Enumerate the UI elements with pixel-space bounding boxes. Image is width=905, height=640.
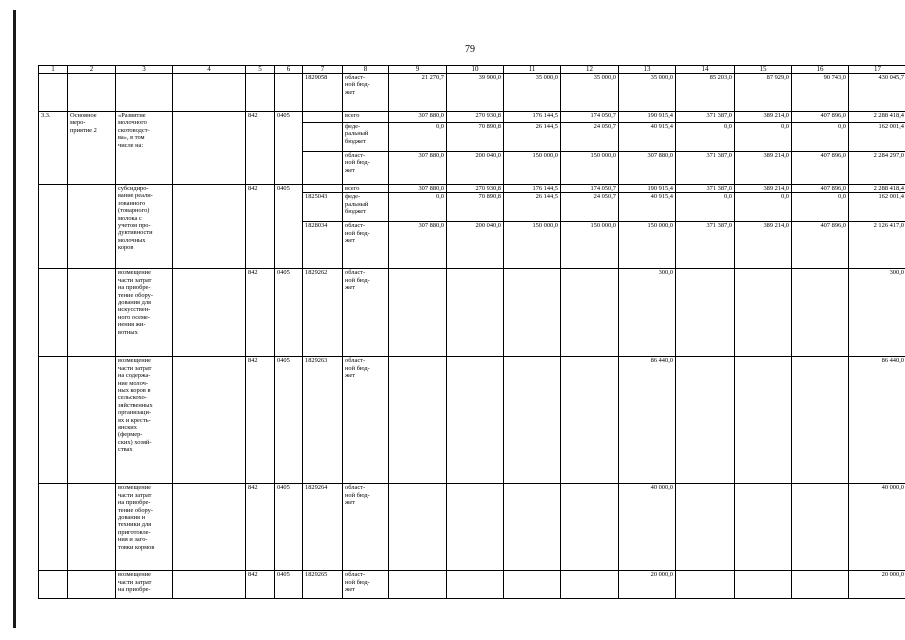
column-header: 14 <box>676 66 735 74</box>
description-cell: возмещение части затрат на содержа- ние молоч- ных коров в сельскохо- зяйственных организаци- ях и кресть- янских (фермер- ских) хозяй- ствах <box>116 357 173 484</box>
value-cell <box>389 269 447 357</box>
value-cell: 40 000,0 <box>849 484 905 571</box>
table-cell <box>39 74 68 112</box>
budget-code-cell: 1829058 <box>303 74 343 112</box>
value-cell: 150 000,0 <box>619 222 676 269</box>
value-cell: 24 050,7 <box>561 193 619 222</box>
table-cell <box>68 571 116 599</box>
value-cell: 389 214,0 <box>735 222 792 269</box>
value-cell: 26 144,5 <box>504 193 561 222</box>
budget-code-cell: 1828034 <box>303 222 343 269</box>
value-cell: 150 000,0 <box>504 152 561 185</box>
value-cell <box>792 357 849 484</box>
budget-code-cell <box>303 152 343 185</box>
table-cell <box>246 74 275 112</box>
budget-code-cell <box>303 112 343 123</box>
column-header: 7 <box>303 66 343 74</box>
value-cell: 200 040,0 <box>447 222 504 269</box>
value-cell <box>504 357 561 484</box>
value-cell: 40 915,4 <box>619 193 676 222</box>
rzpr-code-cell: 0405 <box>275 571 303 599</box>
rzpr-code-cell: 0405 <box>275 185 303 269</box>
table-cell <box>39 357 68 484</box>
table-cell <box>39 484 68 571</box>
value-cell: 300,0 <box>619 269 676 357</box>
value-cell: 35 000,0 <box>619 74 676 112</box>
description-cell: «Развитие молочного скотоводст- ва», в том числе на: <box>116 112 173 185</box>
value-cell: 0,0 <box>676 123 735 152</box>
value-cell: 0,0 <box>389 193 447 222</box>
table-cell <box>173 185 246 269</box>
grbs-code-cell: 842 <box>246 269 275 357</box>
funding-source-cell: област- ной бюд- жет <box>343 484 389 571</box>
value-cell <box>561 484 619 571</box>
funding-source-cell: област- ной бюд- жет <box>343 571 389 599</box>
value-cell: 0,0 <box>389 123 447 152</box>
value-cell: 407 896,0 <box>792 152 849 185</box>
budget-code-cell <box>303 123 343 152</box>
value-cell <box>561 269 619 357</box>
value-cell: 307 880,0 <box>619 152 676 185</box>
column-header: 17 <box>849 66 905 74</box>
column-header: 8 <box>343 66 389 74</box>
value-cell <box>735 484 792 571</box>
value-cell: 200 040,0 <box>447 152 504 185</box>
table-cell <box>116 74 173 112</box>
value-cell: 40 000,0 <box>619 484 676 571</box>
table-row <box>39 484 905 571</box>
budget-code-cell: 1829265 <box>303 571 343 599</box>
table-cell <box>39 571 68 599</box>
description-cell: возмещение части затрат на приобре- тение обору- дования для искусствен- ного осеме- нения жи- вотных <box>116 269 173 357</box>
value-cell: 162 001,4 <box>849 193 905 222</box>
value-cell: 35 000,0 <box>561 74 619 112</box>
value-cell <box>504 571 561 599</box>
value-cell: 307 880,0 <box>389 222 447 269</box>
funding-source-cell: област- ной бюд- жет <box>343 222 389 269</box>
column-header: 16 <box>792 66 849 74</box>
description-cell: возмещение части затрат на приобре- тение обору- дования и техники для приготовле- ния и заго- товки кормов <box>116 484 173 571</box>
funding-source-cell: област- ной бюд- жет <box>343 74 389 112</box>
value-cell: 2 126 417,0 <box>849 222 905 269</box>
value-cell: 176 144,5 <box>504 112 561 123</box>
value-cell: 389 214,0 <box>735 185 792 193</box>
funding-source-cell: област- ной бюд- жет <box>343 357 389 484</box>
value-cell: 40 915,4 <box>619 123 676 152</box>
table-cell <box>39 269 68 357</box>
table-row <box>39 571 905 599</box>
value-cell <box>676 269 735 357</box>
table-cell <box>173 74 246 112</box>
value-cell: 2 288 418,4 <box>849 112 905 123</box>
value-cell <box>447 484 504 571</box>
value-cell <box>447 357 504 484</box>
grbs-code-cell: 842 <box>246 357 275 484</box>
table-row <box>39 112 905 123</box>
value-cell <box>447 269 504 357</box>
value-cell: 39 900,0 <box>447 74 504 112</box>
value-cell: 371 387,0 <box>676 222 735 269</box>
budget-table <box>38 65 905 599</box>
table-cell <box>68 269 116 357</box>
table-cell <box>173 112 246 185</box>
funding-source-cell: област- ной бюд- жет <box>343 269 389 357</box>
value-cell: 150 000,0 <box>561 152 619 185</box>
value-cell: 270 930,8 <box>447 112 504 123</box>
value-cell <box>389 357 447 484</box>
table-cell <box>39 185 68 269</box>
funding-source-cell: феде- ральный бюджет <box>343 193 389 222</box>
value-cell: 35 000,0 <box>504 74 561 112</box>
table-row <box>39 185 905 193</box>
item-name-cell: Основное меро- приятие 2 <box>68 112 116 185</box>
funding-source-cell: област- ной бюд- жет <box>343 152 389 185</box>
value-cell: 70 890,8 <box>447 123 504 152</box>
table-cell <box>68 74 116 112</box>
value-cell <box>561 357 619 484</box>
funding-source-cell: всего <box>343 185 389 193</box>
value-cell: 176 144,5 <box>504 185 561 193</box>
value-cell <box>735 571 792 599</box>
column-header: 11 <box>504 66 561 74</box>
column-header: 2 <box>68 66 116 74</box>
column-header: 1 <box>39 66 68 74</box>
value-cell: 86 440,0 <box>849 357 905 484</box>
value-cell: 70 890,8 <box>447 193 504 222</box>
value-cell <box>447 571 504 599</box>
table-cell <box>275 74 303 112</box>
table-cell <box>173 571 246 599</box>
value-cell: 0,0 <box>735 123 792 152</box>
value-cell: 300,0 <box>849 269 905 357</box>
value-cell <box>676 357 735 484</box>
value-cell: 2 288 418,4 <box>849 185 905 193</box>
table-cell <box>173 357 246 484</box>
table-cell <box>173 269 246 357</box>
value-cell: 190 915,4 <box>619 185 676 193</box>
value-cell: 90 743,0 <box>792 74 849 112</box>
table-cell <box>68 357 116 484</box>
value-cell <box>504 269 561 357</box>
value-cell: 307 880,0 <box>389 152 447 185</box>
column-header: 9 <box>389 66 447 74</box>
column-header: 12 <box>561 66 619 74</box>
budget-code-cell: 1829263 <box>303 357 343 484</box>
value-cell <box>504 484 561 571</box>
column-header: 6 <box>275 66 303 74</box>
value-cell: 174 050,7 <box>561 185 619 193</box>
value-cell: 407 896,0 <box>792 222 849 269</box>
value-cell: 371 387,0 <box>676 152 735 185</box>
value-cell: 407 896,0 <box>792 112 849 123</box>
value-cell: 307 880,0 <box>389 112 447 123</box>
value-cell <box>676 484 735 571</box>
grbs-code-cell: 842 <box>246 571 275 599</box>
table-row <box>39 74 905 112</box>
value-cell: 24 050,7 <box>561 123 619 152</box>
column-header: 15 <box>735 66 792 74</box>
rzpr-code-cell: 0405 <box>275 357 303 484</box>
rzpr-code-cell: 0405 <box>275 484 303 571</box>
value-cell: 174 050,7 <box>561 112 619 123</box>
binding-margin-line <box>13 10 16 628</box>
value-cell: 0,0 <box>676 193 735 222</box>
value-cell <box>676 571 735 599</box>
value-cell: 430 045,7 <box>849 74 905 112</box>
value-cell <box>561 571 619 599</box>
table-cell <box>68 185 116 269</box>
value-cell: 407 896,0 <box>792 185 849 193</box>
value-cell: 21 270,7 <box>389 74 447 112</box>
value-cell <box>735 269 792 357</box>
header-row <box>39 66 905 74</box>
value-cell: 0,0 <box>735 193 792 222</box>
budget-code-cell: 1825043 <box>303 193 343 222</box>
value-cell: 190 915,4 <box>619 112 676 123</box>
value-cell: 307 880,0 <box>389 185 447 193</box>
value-cell: 86 440,0 <box>619 357 676 484</box>
value-cell <box>792 571 849 599</box>
value-cell <box>792 269 849 357</box>
value-cell: 0,0 <box>792 193 849 222</box>
value-cell: 389 214,0 <box>735 112 792 123</box>
value-cell: 0,0 <box>792 123 849 152</box>
rzpr-code-cell: 0405 <box>275 112 303 185</box>
column-header: 13 <box>619 66 676 74</box>
table-cell <box>68 484 116 571</box>
description-cell: возмещение части затрат на приобре- <box>116 571 173 599</box>
budget-code-cell <box>303 185 343 193</box>
funding-source-cell: всего <box>343 112 389 123</box>
value-cell: 26 144,5 <box>504 123 561 152</box>
grbs-code-cell: 842 <box>246 112 275 185</box>
value-cell: 150 000,0 <box>504 222 561 269</box>
value-cell: 371 387,0 <box>676 112 735 123</box>
description-cell: субсидиро- вание реали- зованного (товарного) молока с учетом про- дуктивности молочных коров <box>116 185 173 269</box>
table-row <box>39 357 905 484</box>
column-header: 10 <box>447 66 504 74</box>
value-cell: 371 387,0 <box>676 185 735 193</box>
column-header: 4 <box>173 66 246 74</box>
value-cell <box>389 571 447 599</box>
value-cell: 389 214,0 <box>735 152 792 185</box>
value-cell <box>735 357 792 484</box>
value-cell: 162 001,4 <box>849 123 905 152</box>
budget-code-cell: 1829264 <box>303 484 343 571</box>
page-number: 79 <box>465 44 475 55</box>
table-row <box>39 269 905 357</box>
item-number-cell: 3.3. <box>39 112 68 185</box>
rzpr-code-cell: 0405 <box>275 269 303 357</box>
value-cell: 87 929,0 <box>735 74 792 112</box>
value-cell: 85 203,0 <box>676 74 735 112</box>
value-cell <box>389 484 447 571</box>
value-cell: 2 284 297,0 <box>849 152 905 185</box>
funding-source-cell: феде- ральный бюджет <box>343 123 389 152</box>
value-cell: 270 930,8 <box>447 185 504 193</box>
budget-code-cell: 1829262 <box>303 269 343 357</box>
table-cell <box>173 484 246 571</box>
grbs-code-cell: 842 <box>246 484 275 571</box>
column-header: 5 <box>246 66 275 74</box>
value-cell: 20 000,0 <box>849 571 905 599</box>
value-cell: 150 000,0 <box>561 222 619 269</box>
grbs-code-cell: 842 <box>246 185 275 269</box>
value-cell <box>792 484 849 571</box>
value-cell: 20 000,0 <box>619 571 676 599</box>
column-header: 3 <box>116 66 173 74</box>
